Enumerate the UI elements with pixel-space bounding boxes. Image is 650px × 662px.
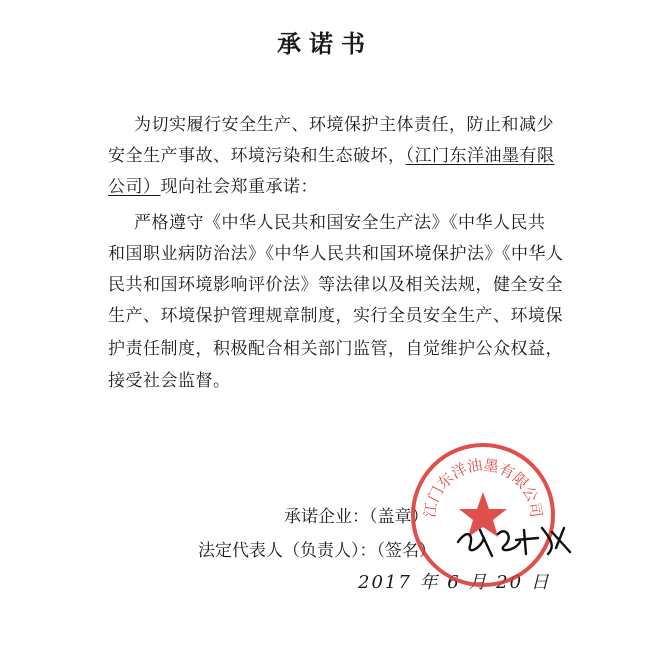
body-line-6: 民共和国环境影响评价法》等法律以及相关法规，健全安全 bbox=[108, 275, 563, 295]
company-name-part1: （江门东洋油墨有限 bbox=[405, 146, 555, 166]
body-line-3 bbox=[108, 172, 318, 197]
body-line-7: 生产、环境保护管理规章制度，实行全员安全生产、环境保 bbox=[108, 306, 563, 326]
body-line-2-text: 安全生产事故、环境污染和生态破坏， bbox=[108, 146, 406, 166]
body-line-8: 护责任制度，积极配合相关部门监管，自觉维护公众权益， bbox=[108, 339, 563, 359]
seal-text: 江门东洋油墨有限公司 bbox=[420, 455, 546, 519]
body-line-4: 严格遵守《中华人民共和国安全生产法》《中华人民共 bbox=[134, 213, 546, 233]
handwritten-signature bbox=[452, 512, 582, 562]
company-name-part2: 公司） bbox=[108, 177, 161, 197]
body-line-1: 为切实履行安全生产、环境保护主体责任，防止和减少 bbox=[134, 115, 554, 135]
body-line-9: 接受社会监督。 bbox=[108, 371, 231, 391]
commit-text: 现向社会郑重承诺： bbox=[160, 177, 318, 197]
document-title: 承诺书 bbox=[277, 29, 373, 58]
body-line-5: 和国职业病防治法》《中华人民共和国环境保护法》《中华人 bbox=[108, 244, 564, 264]
body-line-2 bbox=[108, 141, 555, 166]
representative-label: 法定代表人（负责人）：（签名） bbox=[198, 541, 436, 561]
signing-date: 2017 年 6 月 20 日 bbox=[358, 572, 551, 593]
company-seal-label: 承诺企业：（盖章） bbox=[284, 507, 429, 527]
